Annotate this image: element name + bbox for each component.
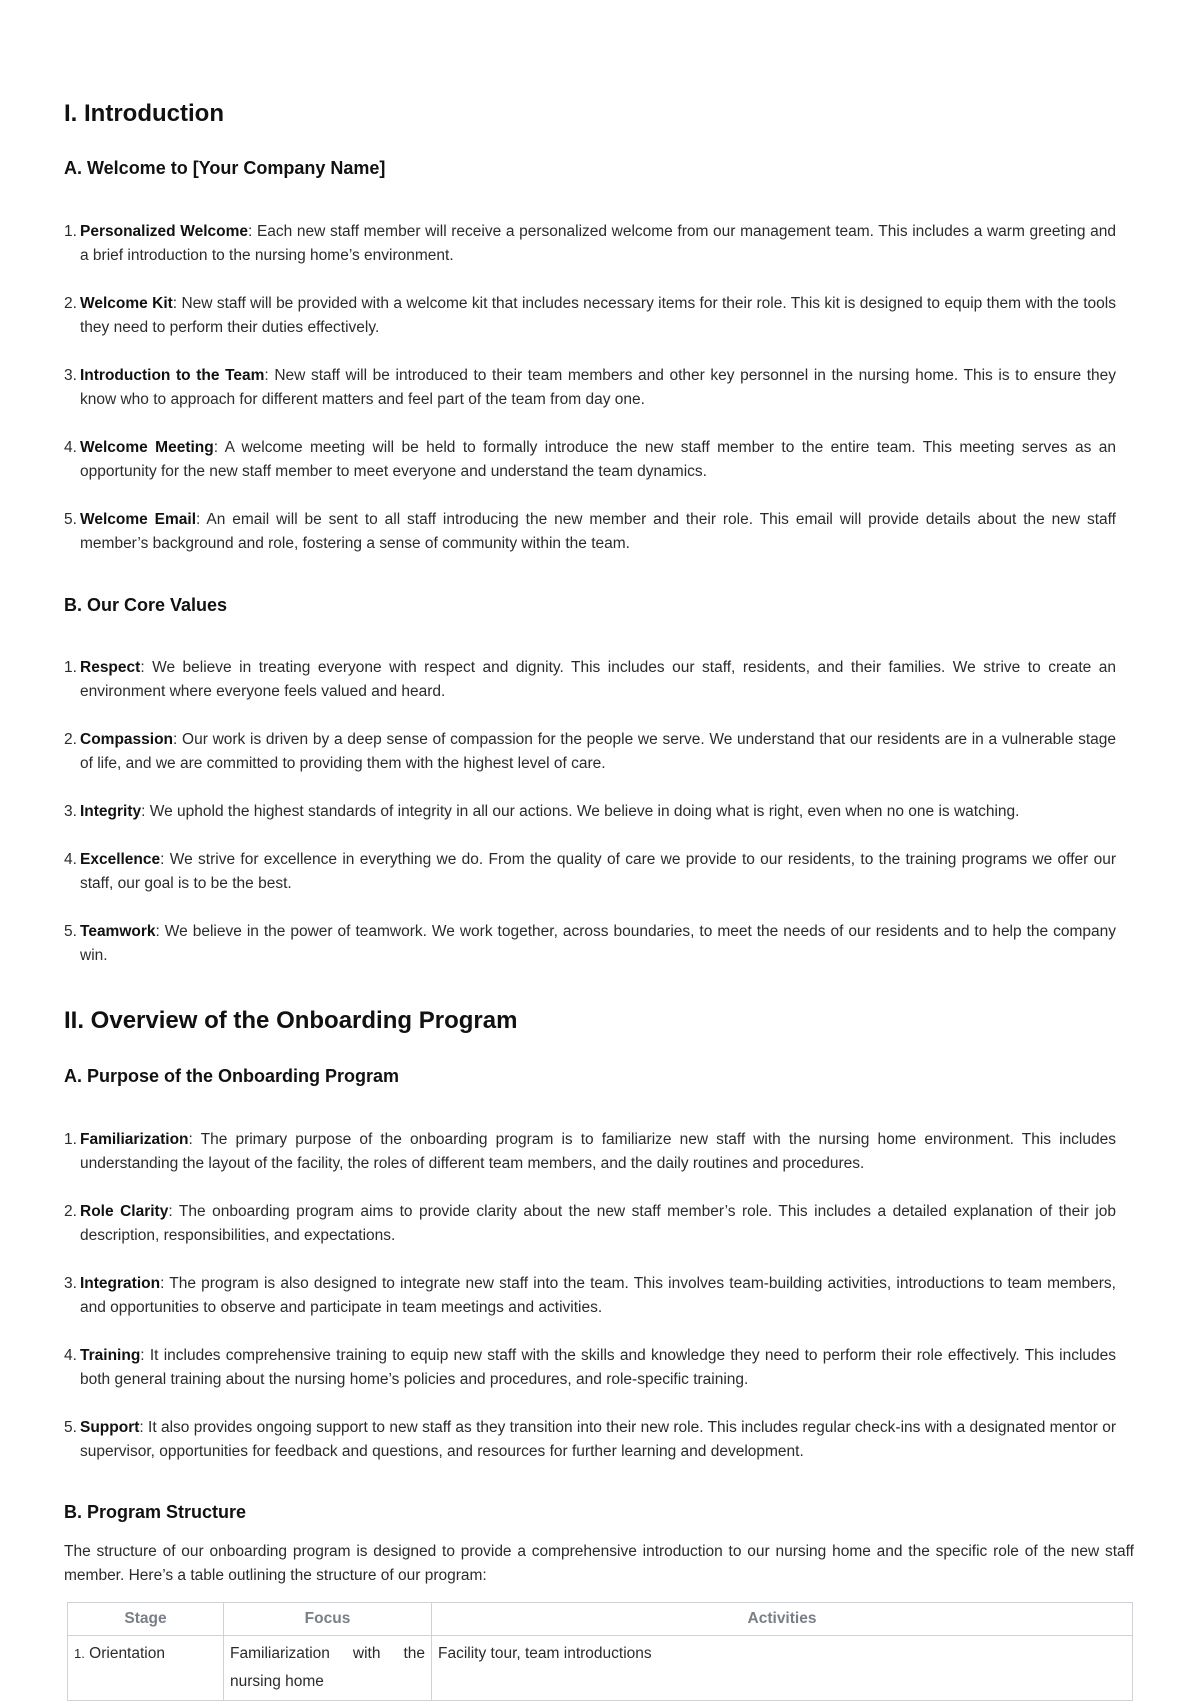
subsection-title-program-structure: B. Program Structure [64,1502,247,1522]
list-item: 4. Training: It includes comprehensive training to equip new staff with the skills and knowledge they need to perform their role effectively. This includes both general training about the nursing home’s policies and procedures, and role-specific training. [64,1347,1116,1388]
list-item: 3. Integrity: We uphold the highest standards of integrity in all our actions. We believe in doing what is right, even when no one is watching. [64,803,1020,820]
list-item: 4. Excellence: We strive for excellence in everything we do. From the quality of care we provide to our residents, to the training programs we offer our staff, our goal is to be the best. [64,851,1116,892]
list-item: 2. Role Clarity: The onboarding program aims to provide clarity about the new staff member’s role. This includes a detailed explanation of their job description, responsibilities, and expectations. [64,1203,1116,1244]
subsection-title-welcome: A. Welcome to [Your Company Name] [64,158,386,178]
cell-focus: Familiarization with the nursing home [224,1636,432,1701]
subsection-title-core-values: B. Our Core Values [64,595,228,615]
core-values-list [64,656,1116,992]
table-row [68,1636,1133,1701]
cell-activities: Facility tour, team introductions [432,1636,1133,1701]
list-item: 1. Familiarization: The primary purpose of the onboarding program is to familiarize new staff with the nursing home environment. This includes understanding the layout of the facility, the roles of different team members, and the daily routines and procedures. [64,1131,1116,1172]
list-item: 2. Welcome Kit: New staff will be provided with a welcome kit that includes necessary items for their role. This kit is designed to equip them with the tools they need to perform their duties effectively. [64,295,1116,336]
list-item: 5. Welcome Email: An email will be sent to all staff introducing the new member and their role. This email will provide details about the new staff member’s background and role, fostering a sense of community within the team. [64,511,1116,552]
subsection-title-purpose: A. Purpose of the Onboarding Program [64,1066,400,1086]
column-header-stage: Stage [68,1603,224,1636]
column-header-focus: Focus [224,1603,432,1636]
welcome-list [64,220,1116,580]
section-title-introduction: I. Introduction [64,100,224,127]
list-item: 1. Personalized Welcome: Each new staff member will receive a personalized welcome from our management team. This includes a warm greeting and a brief introduction to the nursing home’s environment. [64,223,1116,264]
purpose-list [64,1128,1116,1488]
list-item: 1. Respect: We believe in treating everyone with respect and dignity. This includes our staff, residents, and their families. We strive to create an environment where everyone feels valued and heard. [64,659,1116,700]
list-item: 5. Teamwork: We believe in the power of teamwork. We work together, across boundaries, to meet the needs of our residents and to help the company win. [64,923,1116,964]
list-item: 4. Welcome Meeting: A welcome meeting will be held to formally introduce the new staff member to the entire team. This meeting serves as an opportunity for the new staff member to meet everyone and understand the team dynamics. [64,439,1116,480]
program-structure-intro: The structure of our onboarding program is designed to provide a comprehensive introduction to our nursing home and the specific role of the new staff member. Here’s a table outlining the structure of our program: [64,1543,1134,1584]
list-item: 5. Support: It also provides ongoing support to new staff as they transition into their new role. This includes regular check-ins with a designated mentor or supervisor, opportunities for feedback and questions, and resources for further learning and development. [64,1419,1116,1460]
cell-stage: 1. Orientation [68,1636,224,1701]
list-item: 3. Introduction to the Team: New staff will be introduced to their team members and other key personnel in the nursing home. This is to ensure they know who to approach for different matters and feel part of the team from day one. [64,367,1116,408]
table-header-row [68,1603,1133,1636]
column-header-activities: Activities [432,1603,1133,1636]
section-title-overview: II. Overview of the Onboarding Program [64,1007,518,1034]
list-item: 3. Integration: The program is also designed to integrate new staff into the team. This involves team-building activities, introductions to team members, and opportunities to observe and participate in team meetings and activities. [64,1275,1116,1316]
program-structure-table [67,1602,1133,1701]
list-item: 2. Compassion: Our work is driven by a deep sense of compassion for the people we serve. We understand that our residents are in a vulnerable stage of life, and we are committed to providing them with the highest level of care. [64,731,1116,772]
